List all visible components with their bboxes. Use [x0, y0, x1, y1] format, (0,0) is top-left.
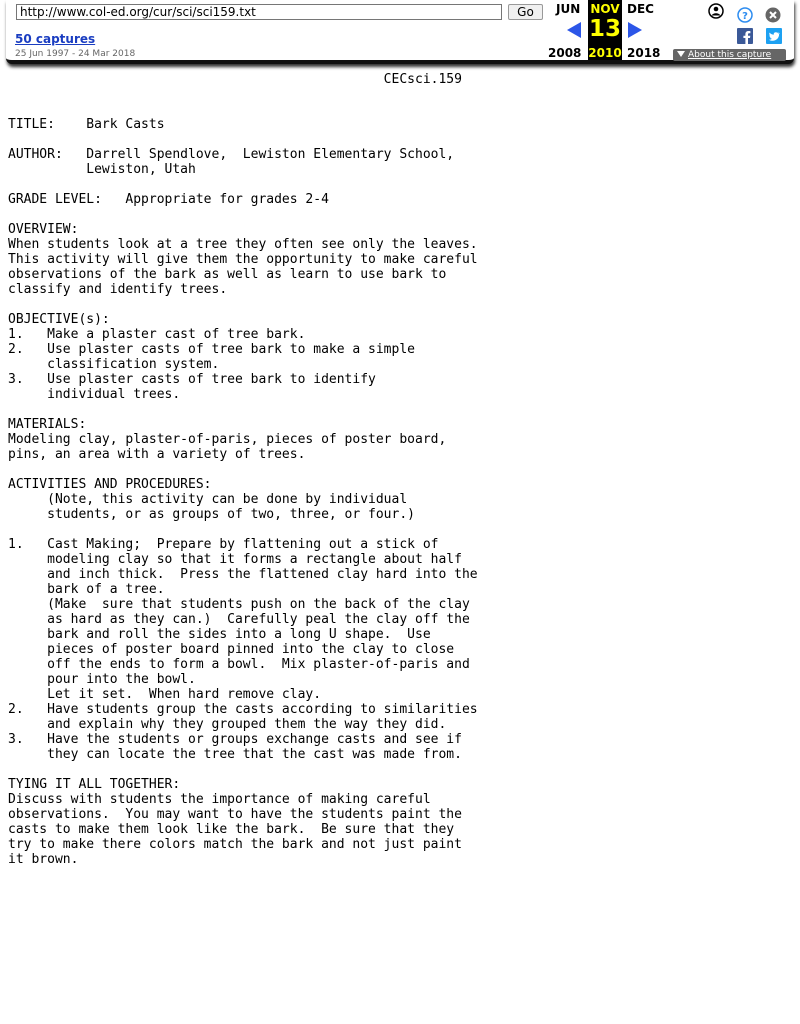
current-month-label: NOV [590, 2, 620, 16]
about-capture-button[interactable] [673, 49, 786, 61]
next-capture-arrow-icon[interactable] [628, 22, 642, 38]
go-button[interactable]: Go [508, 4, 543, 20]
current-day-label: 13 [588, 16, 621, 42]
help-icon[interactable] [737, 7, 753, 23]
svg-text:?: ? [742, 11, 748, 22]
about-capture-label: About this capture [688, 50, 772, 60]
next-year-label[interactable]: 2018 [627, 46, 661, 60]
twitter-icon[interactable] [766, 28, 782, 44]
current-year-label: 2010 [588, 46, 622, 60]
current-capture-date [588, 0, 622, 60]
wayback-toolbar [6, 0, 794, 64]
close-icon[interactable] [765, 7, 781, 23]
user-account-icon[interactable] [708, 3, 724, 19]
prev-month-label[interactable]: JUN [556, 2, 581, 16]
next-month-label[interactable]: DEC [627, 2, 654, 16]
caret-down-icon [677, 51, 685, 57]
prev-capture-arrow-icon[interactable] [567, 22, 581, 38]
prev-year-label[interactable]: 2008 [548, 46, 582, 60]
url-input[interactable] [16, 4, 502, 20]
document-text: CECsci.159 TITLE: Bark Casts AUTHOR: Darrell Spendlove, Lewiston Elementary School, Lewiston, Utah GRADE LEVEL: Appropriate for grades 2-4 OVERVIEW: When students look at a tree they often see only the leaves. This activity will give them the opportunity to make careful observations of the bark as well as learn to use bark to classify and identify trees. OBJECTIVE(s): 1. Make a plaster cast of tree bark. 2. Use plaster casts of tree bark to make a simple classification system. 3. Use plaster casts of tree bark to identify individual trees. MATERIALS: Modeling clay, plaster-of-paris, pieces of poster board, pins, an area with a variety of trees. ACTIVITIES AND PROCEDURES: (Note, this activity can be done by individual students, or as groups of two, three, or four.) 1. Cast Making; Prepare by flattening out a stick of modeling clay so that it forms a rectangle about half and inch thick. Press the flattened clay hard into the bark of a tree. (Make sure that students push on the back of the clay as hard as they can.) Carefully peal the clay off the bark and roll the sides into a long U shape. Use pieces of poster board pinned into the clay to close off the ends to form a bowl. Mix plaster-of-paris and pour into the bowl. Let it set. When hard remove clay. 2. Have students group the casts according to similarities and explain why they grouped them the way they did. 3. Have the students or groups exchange casts and see if they can locate the tree that the cast was made from. TYING IT ALL TOGETHER: Discuss with students the importance of making careful observations. You may want to have the students paint the casts to make them look like the bark. Be sure that they try to make there colors match the bark and not just paint it brown. [8, 72, 478, 867]
facebook-icon[interactable] [737, 28, 753, 44]
captures-link[interactable]: 50 captures [15, 32, 96, 46]
capture-date-range: 25 Jun 1997 - 24 Mar 2018 [15, 49, 136, 59]
